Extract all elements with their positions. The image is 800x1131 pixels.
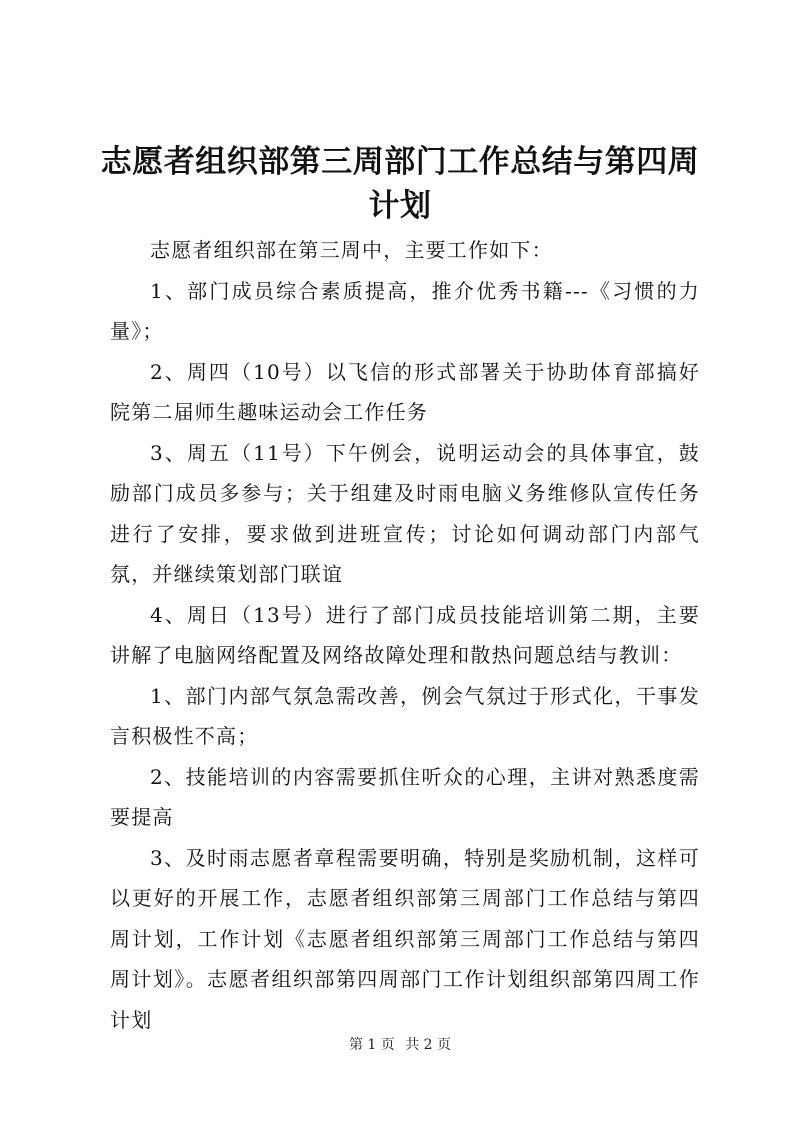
page-number: 第 1 页 xyxy=(348,1037,395,1053)
paragraph-lesson-3: 3、及时雨志愿者章程需要明确，特别是奖励机制，这样可以更好的开展工作，志愿者组织部第三周部门工作总结与第四周计划，工作计划《志愿者组织部第三周部门工作总结与第四周计划》。志愿者组织部第四周部门工作计划组织部第四周工作计划 xyxy=(110,845,700,1032)
page-total: 共 2 页 xyxy=(405,1037,452,1053)
paragraph-item-1: 1、部门成员综合素质提高，推介优秀书籍---《习惯的力量》； xyxy=(110,278,700,343)
paragraph-lesson-2: 2、技能培训的内容需要抓住听众的心理，主讲对熟悉度需要提高 xyxy=(110,764,700,829)
paragraph-item-3: 3、周五（11号）下午例会，说明运动会的具体事宜，鼓励部门成员多参与；关于组建及时雨电脑义务维修队宣传任务进行了安排，要求做到进班宣传；讨论如何调动部门内部气氛，并继续策划部门联谊 xyxy=(110,440,700,586)
page-footer xyxy=(0,1035,800,1055)
document-title: 志愿者组织部第三周部门工作总结与第四周计划 xyxy=(100,144,700,224)
paragraph-item-2: 2、周四（10号）以飞信的形式部署关于协助体育部搞好院第二届师生趣味运动会工作任务 xyxy=(110,359,700,424)
paragraph-item-4: 4、周日（13号）进行了部门成员技能培训第二期，主要讲解了电脑网络配置及网络故障处理和散热问题总结与教训： xyxy=(110,602,700,667)
paragraph-intro: 志愿者组织部在第三周中，主要工作如下： xyxy=(150,238,553,262)
paragraph-lesson-1: 1、部门内部气氛急需改善，例会气氛过于形式化，干事发言积极性不高； xyxy=(110,683,700,748)
document-body xyxy=(110,230,700,1040)
